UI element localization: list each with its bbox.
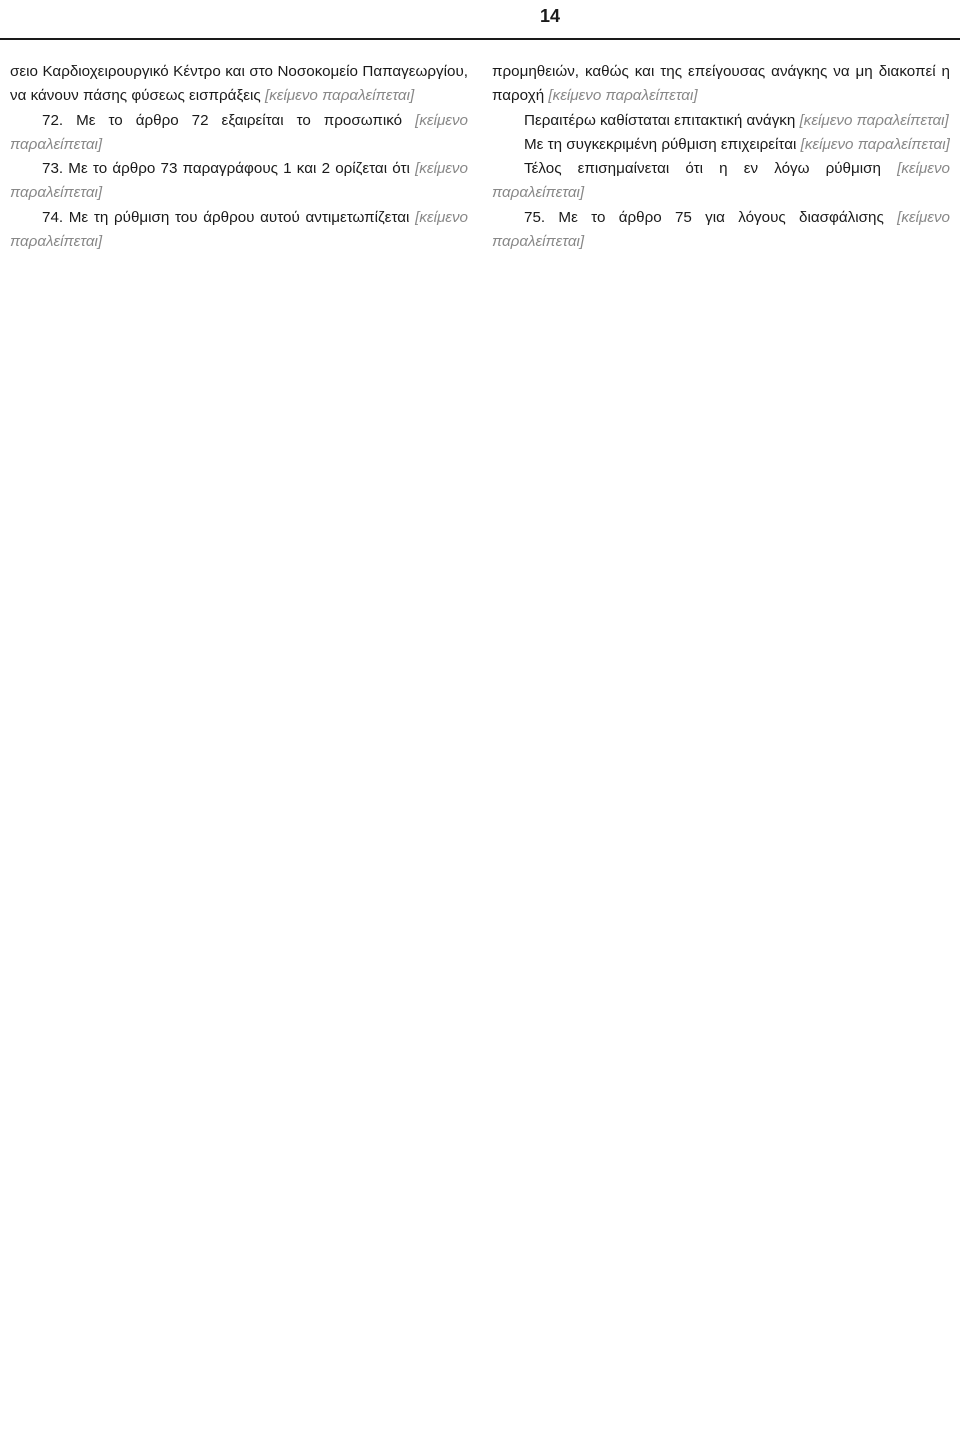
elided-marker: [κείμενο παραλείπεται] (800, 135, 950, 153)
two-column-body (10, 60, 950, 1450)
elided-marker: [κείμενο παραλείπεται] (264, 87, 415, 105)
paragraph-text: Περαιτέρω καθίσταται επιτακτική ανάγκη (524, 111, 796, 129)
paragraph-text: Με τη συγκεκριμένη ρύθμιση επιχειρείται (524, 135, 797, 153)
header-rule (0, 38, 960, 40)
body-paragraph (492, 133, 950, 157)
body-paragraph (492, 60, 950, 109)
page-header (0, 0, 960, 44)
paragraph-text: σειο Καρδιοχειρουργικό Κέντρο και στο Νοσοκομείο Παπαγεωργίου, να κάνουν πάσης φύσεως εισπράξεις (10, 63, 468, 105)
paragraph-text: 75. Με το άρθρο 75 για λόγους διασφάλισης (524, 208, 884, 226)
left-column (10, 60, 468, 1450)
paragraph-text: 73. Με το άρθρο 73 παραγράφους 1 και 2 ορίζεται ότι (42, 160, 410, 178)
body-paragraph (492, 157, 950, 206)
article-paragraph (492, 206, 950, 255)
article-paragraph (10, 157, 468, 206)
right-column (492, 60, 950, 1450)
elided-marker: [κείμενο παραλείπεται] (492, 160, 950, 202)
elided-marker: [κείμενο παραλείπεται] (10, 111, 468, 153)
paragraph-text: 72. Με το άρθρο 72 εξαιρείται το προσωπικό (42, 111, 403, 129)
elided-marker: [κείμενο παραλείπεται] (10, 160, 468, 202)
body-paragraph (10, 60, 468, 109)
body-paragraph (492, 109, 950, 133)
elided-marker: [κείμενο παραλείπεται] (799, 111, 949, 129)
article-paragraph (10, 206, 468, 255)
elided-marker: [κείμενο παραλείπεται] (492, 208, 950, 251)
paragraph-text: Τέλος επισημαίνεται ότι η εν λόγω ρύθμιση (524, 160, 881, 178)
elided-marker: [κείμενο παραλείπεται] (548, 87, 698, 105)
paragraph-text: προμηθειών, καθώς και της επείγουσας ανάγκης να μη διακοπεί η παροχή (492, 63, 950, 105)
page-number: 14 (539, 6, 560, 26)
elided-marker: [κείμενο παραλείπεται] (10, 208, 468, 251)
paragraph-text: 74. Με τη ρύθμιση του άρθρου αυτού αντιμετωπίζεται (42, 208, 410, 226)
article-paragraph (10, 109, 468, 158)
